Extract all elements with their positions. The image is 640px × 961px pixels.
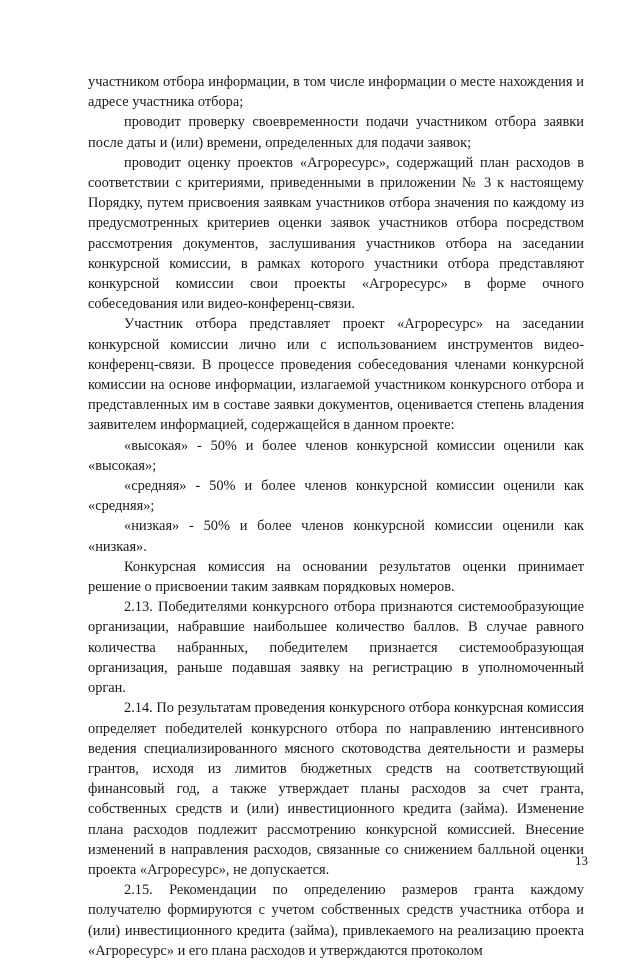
- paragraph-4: Участник отбора представляет проект «Агроресурс» на заседании конкурсной комиссии лично или с использованием инструментов видео-конференц-связи. В процессе проведения собеседования членами конкурсной комиссии на основе информации, излагаемой участником конкурсного отбора и представленных им в составе заявки документов, оценивается степень владения заявителем информацией, содержащейся в данном проекте:: [88, 316, 584, 434]
- paragraph-6: «средняя» - 50% и более членов конкурсной комиссии оценили как «средняя»;: [88, 478, 584, 515]
- paragraph-5: «высокая» - 50% и более членов конкурсной комиссии оценили как «высокая»;: [88, 437, 584, 474]
- paragraph-7: «низкая» - 50% и более членов конкурсной комиссии оценили как «низкая».: [88, 518, 584, 555]
- paragraph-10: 2.14. По результатам проведения конкурсного отбора конкурсная комиссия определяет победителей конкурсного отбора по направлению интенсивного ведения специализированного мясного скотоводства деятельности и размеры грантов, исходя из лимитов бюджетных средств на соответствующий финансовый год, а также утверждает планы расходов за счет гранта, собственных средств и (или) инвестиционного кредита (займа). Изменение плана расходов подлежит рассмотрению конкурсной комиссией. Внесение изменений в направления расходов, связанные со снижением балльной оценки проекта «Агроресурс», не допускается.: [88, 700, 584, 878]
- document-page: [88, 72, 584, 961]
- paragraph-8: Конкурсная комиссия на основании результатов оценки принимает решение о присвоении таким заявкам порядковых номеров.: [88, 558, 584, 596]
- page-number: 13: [575, 853, 588, 868]
- paragraph-2: проводит проверку своевременности подачи участником отбора заявки после даты и (или) времени, определенных для подачи заявок;: [88, 114, 584, 151]
- paragraph-11: 2.15. Рекомендации по определению размеров гранта каждому получателю формируются с учетом собственных средств участника отбора и (или) инвестиционного кредита (займа), привлекаемого на реализацию проекта «Агроресурс» и его плана расходов и утверждаются протоколом: [88, 882, 584, 959]
- paragraph-9: 2.13. Победителями конкурсного отбора признаются системообразующие организации, набравшие наибольшее количество баллов. В случае равного количества набранных, победителем признается системообразующая организация, раньше подавшая заявку на регистрацию в уполномоченный орган.: [88, 599, 584, 697]
- paragraph-1: участником отбора информации, в том числе информации о месте нахождения и адресе участника отбора;: [88, 74, 584, 111]
- paragraph-3: проводит оценку проектов «Агроресурс», содержащий план расходов в соответствии с критериями, приведенными в приложении № 3 к настоящему Порядку, путем присвоения заявкам участников отбора значения по каждому из предусмотренных критериев оценки заявок участников отбора посредством рассмотрения документов, заслушивания участников отбора на заседании конкурсной комиссии, в рамках которого участники отбора представляют конкурсной комиссии свои проекты «Агроресурс» в форме очного собеседования или видео-конференц-связи.: [88, 154, 584, 313]
